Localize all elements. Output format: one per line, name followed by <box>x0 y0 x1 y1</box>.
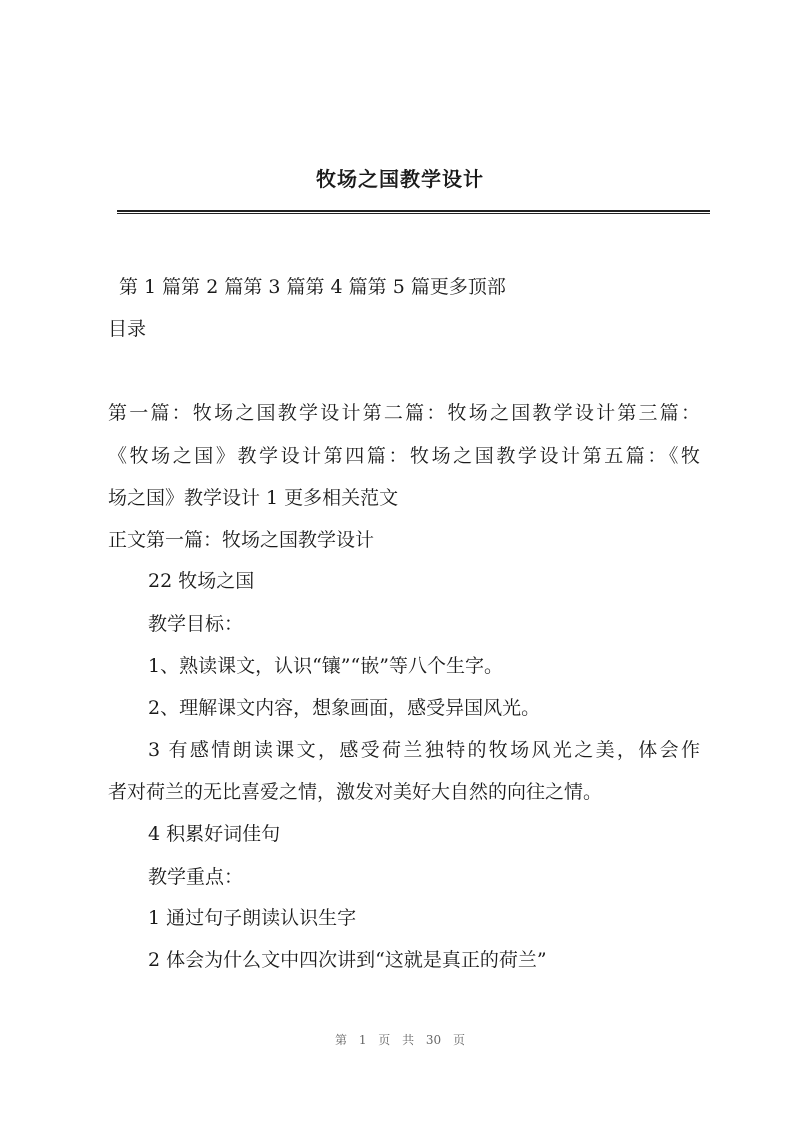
objective-item-continued: 者对荷兰的无比喜爱之情，激发对美好大自然的向往之情。 <box>108 781 603 803</box>
objective-item: 4 积累好词佳句 <box>148 823 281 845</box>
objective-item: 1、熟读课文，认识“镶”“嵌”等八个生字。 <box>148 655 503 677</box>
toc-heading: 目录 <box>108 318 147 340</box>
objective-item: 2、理解课文内容，想象画面，感受异国风光。 <box>148 697 541 719</box>
focus-heading: 教学重点： <box>148 866 244 888</box>
objective-item: 3 有感情朗读课文，感受荷兰独特的牧场风光之美，体会作 <box>148 739 700 761</box>
toc-line: 场之国》教学设计 1 更多相关范文 <box>108 487 399 509</box>
toc-line: 《牧场之国》教学设计第四篇：牧场之国教学设计第五篇：《牧 <box>108 445 700 467</box>
focus-item: 2 体会为什么文中四次讲到“这就是真正的荷兰” <box>148 949 547 971</box>
toc-line: 第一篇：牧场之国教学设计第二篇：牧场之国教学设计第三篇： <box>108 402 700 424</box>
nav-line: 第 1 篇第 2 篇第 3 篇第 4 篇第 5 篇更多顶部 <box>119 276 506 298</box>
document-title: 牧场之国教学设计 <box>316 167 484 191</box>
page-footer: 第 1 页 共 30 页 <box>335 1033 465 1047</box>
lesson-title: 22 牧场之国 <box>148 570 255 592</box>
focus-item: 1 通过句子朗读认识生字 <box>148 907 357 929</box>
title-underline <box>117 210 710 214</box>
body-start: 正文第一篇：牧场之国教学设计 <box>108 529 375 551</box>
objectives-heading: 教学目标： <box>148 613 244 635</box>
